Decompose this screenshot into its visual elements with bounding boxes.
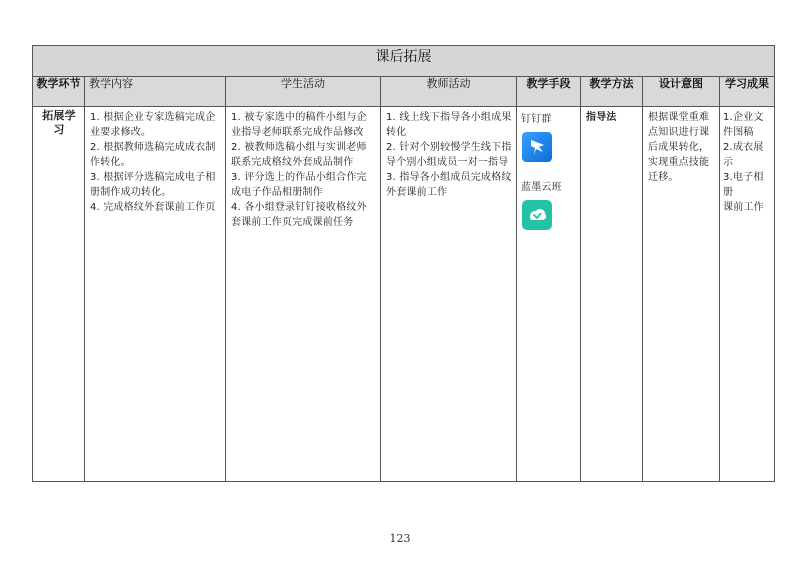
lesson-plan-table <box>32 45 775 482</box>
cell-content <box>85 107 226 482</box>
header-teacher-activities: 教师活动 <box>381 77 517 107</box>
content-item: 1. 根据企业专家选稿完成企业要求修改。 <box>90 112 216 138</box>
header-student-activities: 学生活动 <box>226 77 381 107</box>
cell-method <box>581 107 643 482</box>
cell-teacher-activities <box>381 107 517 482</box>
content-item: 3. 根据评分选稿完成电子相册制作成功转化。 <box>90 172 216 198</box>
header-outcomes: 学习成果 <box>720 77 775 107</box>
cell-stage <box>33 107 85 482</box>
page-number: 123 <box>389 532 411 545</box>
outcome-item: 3.电子相册 <box>723 172 764 198</box>
content-item: 4. 完成格纹外套课前工作页 <box>90 202 216 213</box>
dingtalk-icon <box>522 132 552 162</box>
outcome-item: 课前工作 <box>723 202 764 213</box>
header-tools: 教学手段 <box>517 77 581 107</box>
outcome-item: 1.企业文件图稿 <box>723 112 764 138</box>
cell-tools <box>517 107 581 482</box>
tool-label-mosoteach: 蓝墨云班 <box>521 182 562 193</box>
student-activity-item: 2. 被教师选稿小组与实训老师联系完成格纹外套成品制作 <box>231 142 367 168</box>
cell-student-activities <box>226 107 381 482</box>
method-text: 指导法 <box>586 112 617 123</box>
content-item: 2. 根据教师选稿完成成衣制作转化。 <box>90 142 216 168</box>
header-stage: 教学环节 <box>33 77 85 107</box>
cell-outcomes <box>720 107 775 482</box>
teacher-activity-item: 3. 指导各小组成员完成格纹外套课前工作 <box>386 172 512 198</box>
header-design-intent: 设计意图 <box>643 77 720 107</box>
teacher-activity-item: 2. 针对个别较慢学生线下指导个别小组成员一对一指导 <box>386 142 512 168</box>
mosoteach-icon <box>522 200 552 230</box>
design-intent-text: 根据课堂重难点知识进行课后成果转化，实现重点技能迁移。 <box>648 112 710 183</box>
teacher-activity-item: 1. 线上线下指导各小组成果转化 <box>386 112 512 138</box>
table-title: 课后拓展 <box>33 46 775 77</box>
outcome-item: 2.成衣展示 <box>723 142 764 168</box>
student-activity-item: 4. 各小组登录钉钉接收格纹外套课前工作页完成课前任务 <box>231 202 367 228</box>
tool-label-dingtalk: 钉钉群 <box>521 114 552 125</box>
stage-text: 拓展学习 <box>42 109 76 136</box>
header-content: 教学内容 <box>85 77 226 107</box>
header-method: 教学方法 <box>581 77 643 107</box>
cell-design-intent <box>643 107 720 482</box>
student-activity-item: 3. 评分选上的作品小组合作完成电子作品相册制作 <box>231 172 367 198</box>
student-activity-item: 1. 被专家选中的稿件小组与企业指导老师联系完成作品修改 <box>231 112 367 138</box>
